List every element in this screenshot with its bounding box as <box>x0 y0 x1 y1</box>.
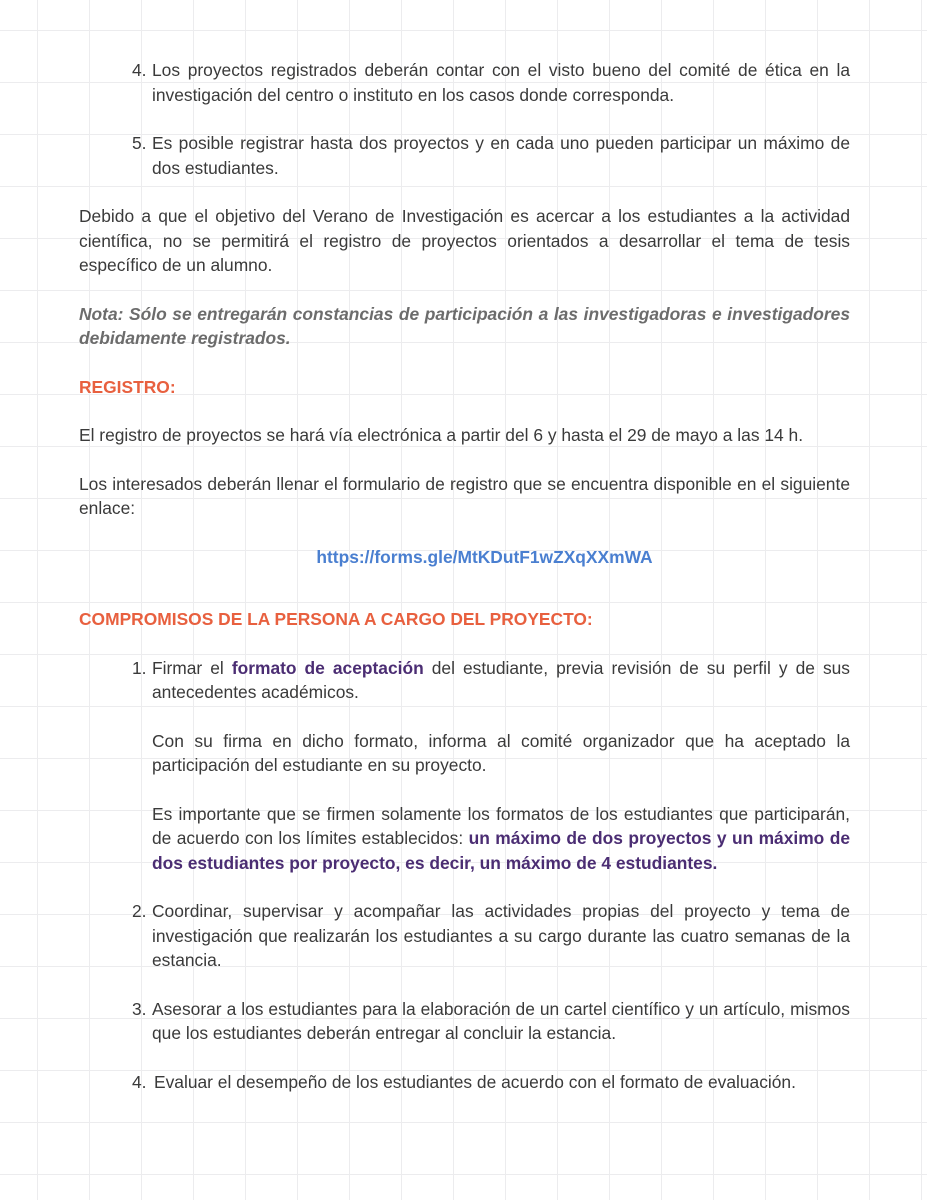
registration-form-link[interactable]: https://forms.gle/MtKDutF1wZXqXXmWA <box>316 546 653 567</box>
compromiso-item-4 <box>132 1070 850 1095</box>
formato-aceptacion-text: formato de aceptación <box>231 657 424 678</box>
list-text: Es posible registrar hasta dos proyectos y en cada uno pueden participar un máximo de dos estudiantes. <box>152 133 850 178</box>
list-number: 5. <box>132 133 147 153</box>
nota-paragraph: Nota: Sólo se entregarán constancias de participación a las investigadoras e investigadores debidamente registrados. <box>79 303 850 348</box>
list-text: Los proyectos registrados deberán contar con el visto bueno del comité de ética en la investigación del centro o instituto en los casos donde corresponda. <box>152 60 850 105</box>
list-text: Evaluar el desempeño de los estudiantes de acuerdo con el formato de evaluación. <box>154 1071 796 1092</box>
para3-text: Es importante que se firmen solamente los formatos de los estudiantes que participarán, de acuerdo con los límites establecidos: <box>152 803 850 848</box>
registro-heading: REGISTRO: <box>79 376 176 397</box>
list-item-4 <box>132 58 850 107</box>
list-number: 4. <box>132 1071 147 1092</box>
compromiso-item-2 <box>132 899 850 973</box>
intro-paragraph: Debido a que el objetivo del Verano de Investigación es acercar a los estudiantes a la actividad científica, no se permitirá el registro de proyectos orientados a desarrollar el tema de tesis específico de un alumno. <box>79 206 850 275</box>
list-text-post: del estudiante, previa revisión de su perfil y de sus antecedentes académicos. <box>152 657 851 702</box>
compromiso-item-1-para-3 <box>152 802 850 876</box>
registro-paragraph-1: El registro de proyectos se hará vía electrónica a partir del 6 y hasta el 29 de mayo a las 14 h. <box>79 425 804 445</box>
list-text: Coordinar, supervisar y acompañar las actividades propias del proyecto y tema de investigación que realizarán los estudiantes a su cargo durante las cuatro semanas de la estancia. <box>152 901 850 970</box>
list-text-pre: Firmar el <box>152 657 232 678</box>
registro-paragraph-2: Los interesados deberán llenar el formulario de registro que se encuentra disponible en el siguiente enlace: <box>79 473 850 518</box>
document-page <box>79 58 850 1094</box>
compromiso-item-1-para-2: Con su firma en dicho formato, informa al comité organizador que ha aceptado la participación del estudiante en su proyecto. <box>152 730 850 775</box>
list-number: 4. <box>132 60 147 80</box>
compromiso-item-1 <box>132 656 850 705</box>
list-number: 1. <box>132 657 147 678</box>
limits-highlight: un máximo de dos proyectos y un máximo de dos estudiantes por proyecto, es decir, un máximo de 4 estudiantes. <box>152 828 850 873</box>
list-number: 3. <box>132 998 147 1019</box>
compromiso-item-3 <box>132 997 850 1046</box>
list-text: Asesorar a los estudiantes para la elaboración de un cartel científico y un artículo, mismos que los estudiantes deberán entregar al concluir la estancia. <box>152 998 850 1043</box>
list-number: 2. <box>132 901 147 921</box>
list-item-5 <box>132 131 850 180</box>
registro-link-row <box>119 545 850 570</box>
compromisos-heading: COMPROMISOS DE LA PERSONA A CARGO DEL PROYECTO: <box>79 609 593 629</box>
